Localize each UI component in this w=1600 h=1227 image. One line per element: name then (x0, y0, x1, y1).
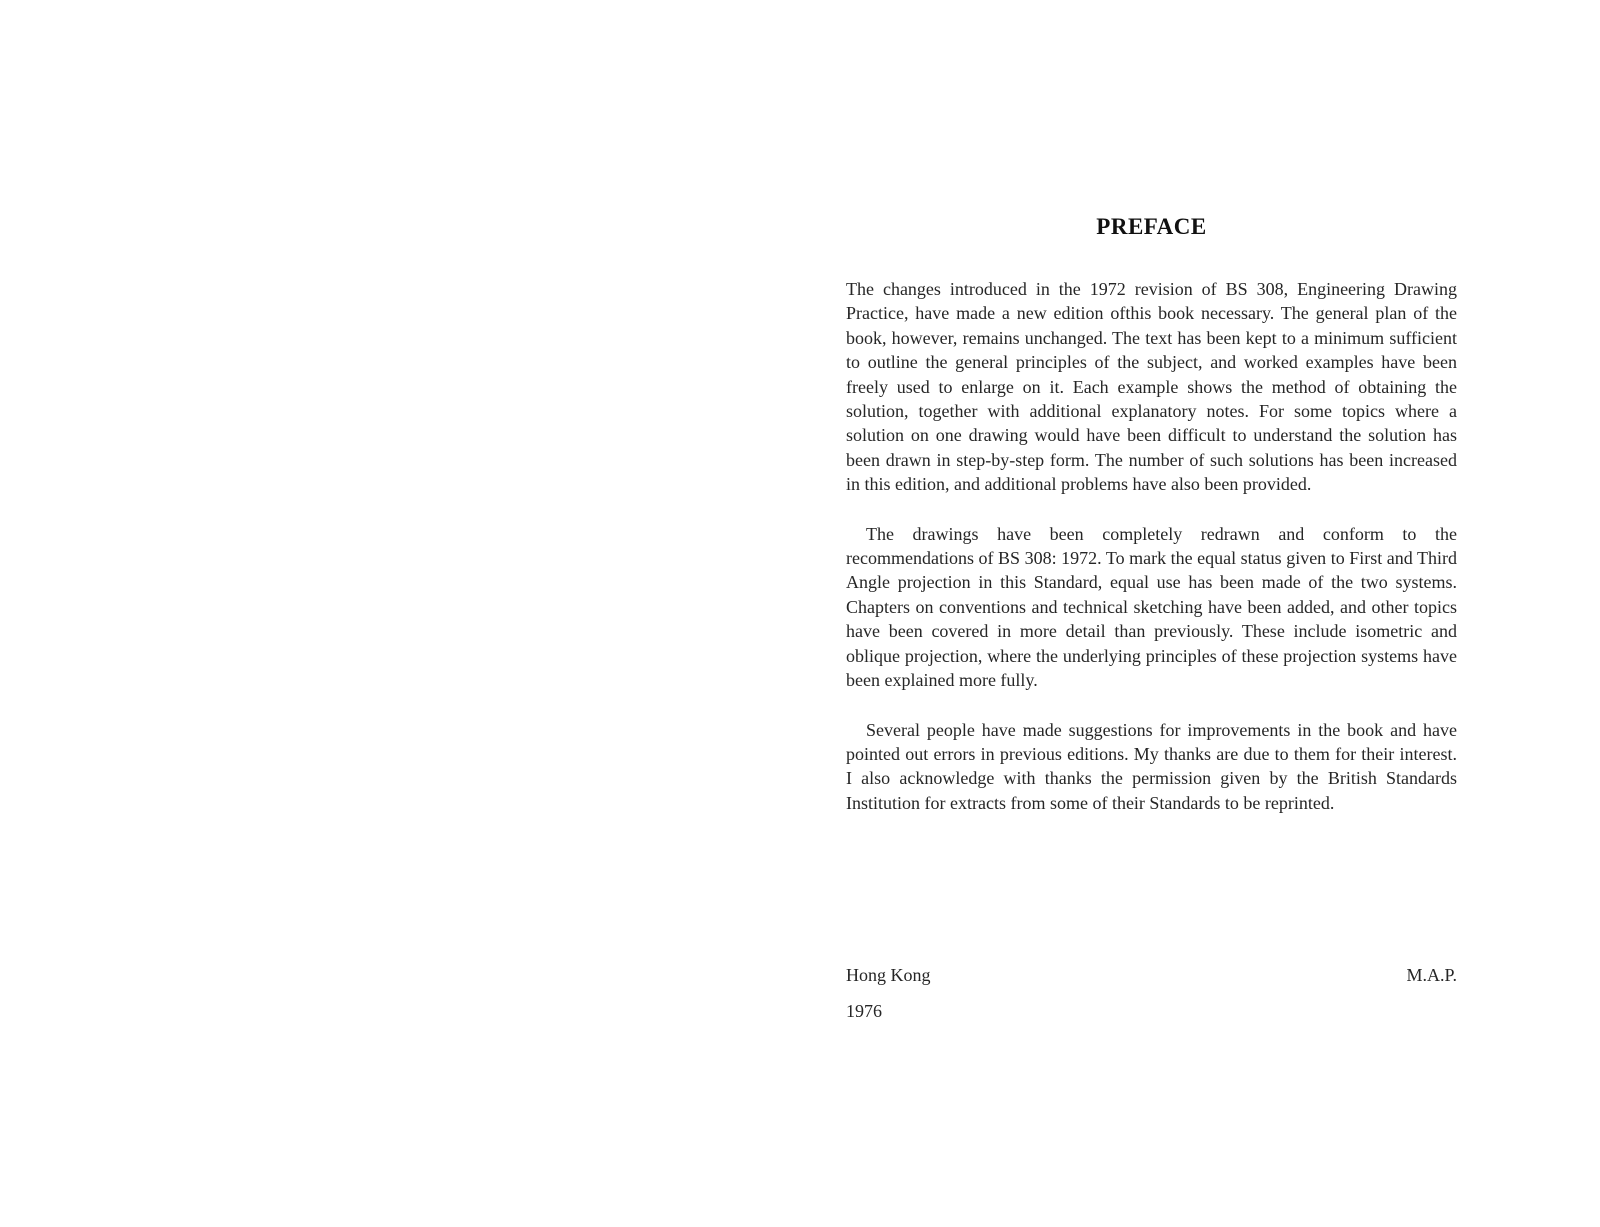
signoff-block (846, 963, 1457, 1023)
preface-paragraph-3: Several people have made suggestions for improvements in the book and have pointed out errors in previous editions. My thanks are due to them for their interest. I also acknowledge with thanks the permission given by the British Standards Institution for extracts from some of their Standards to be reprinted. (846, 719, 1457, 813)
preface-paragraph-2: The drawings have been completely redrawn and conform to the recommendations of BS 308: 1972. To mark the equal status given to First and Third Angle projection in this Standard, equal use has been made of the two systems. Chapters on conventions and technical sketching have been added, and other topics have been covered in more detail than previously. These include isometric and oblique projection, where the underlying principles of these projection systems have been explained more fully. (846, 523, 1457, 691)
preface-paragraph-1: The changes introduced in the 1972 revision of BS 308, Engineering Drawing Practice, have made a new edition ofthis book necessary. The general plan of the book, however, remains unchanged. The text has been kept to a minimum sufficient to outline the general principles of the subject, and worked examples have been freely used to enlarge on it. Each example shows the method of obtaining the solution, together with additional explanatory notes. For some topics where a solution on one drawing would have been difficult to understand the solution has been drawn in step-by-step form. The number of such solutions has been increased in this edition, and additional problems have also been provided. (846, 279, 1457, 495)
signoff-place: Hong Kong (846, 965, 931, 985)
signoff-year: 1976 (846, 1001, 882, 1021)
signoff-row (846, 963, 1457, 987)
signoff-initials: M.A.P. (1406, 965, 1457, 985)
preface-body (846, 277, 1457, 840)
page-title: PREFACE (1096, 214, 1207, 239)
